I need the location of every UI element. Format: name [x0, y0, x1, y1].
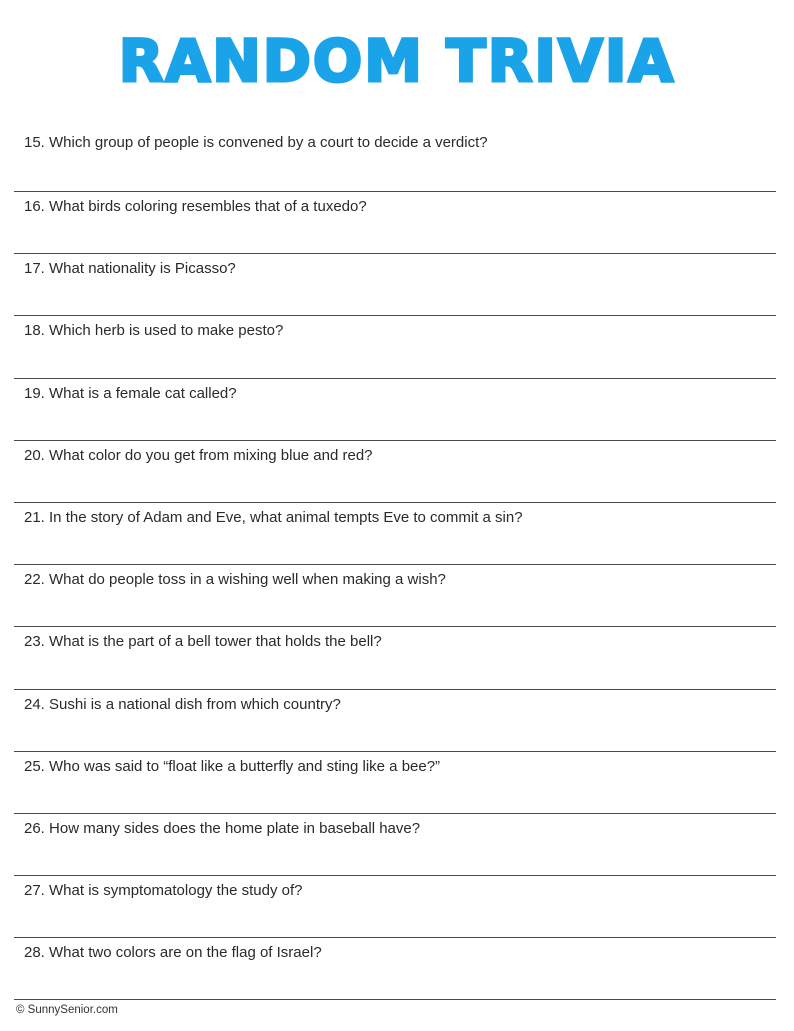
copyright-footer: © SunnySenior.com	[16, 1004, 118, 1016]
question-text: 27. What is symptomatology the study of?	[24, 882, 303, 900]
question-item	[14, 565, 776, 627]
page-title: RANDOM TRIVIA	[118, 27, 676, 95]
question-text: 22. What do people toss in a wishing well when making a wish?	[24, 571, 446, 589]
question-item	[14, 627, 776, 689]
question-item	[14, 814, 776, 876]
question-text: 28. What two colors are on the flag of Israel?	[24, 944, 322, 962]
question-text: 17. What nationality is Picasso?	[24, 260, 236, 278]
question-text: 15. Which group of people is convened by a court to decide a verdict?	[24, 134, 488, 151]
question-item	[14, 876, 776, 938]
question-item	[14, 379, 776, 441]
question-item	[14, 503, 776, 565]
question-item	[14, 690, 776, 752]
question-text: 23. What is the part of a bell tower that holds the bell?	[24, 633, 382, 651]
question-item	[14, 441, 776, 503]
question-item	[14, 192, 776, 254]
question-item	[14, 131, 776, 192]
question-text: 19. What is a female cat called?	[24, 384, 237, 402]
question-text: 26. How many sides does the home plate in baseball have?	[24, 819, 421, 837]
question-item	[14, 254, 776, 316]
title-area	[0, 28, 794, 94]
question-text: 16. What birds coloring resembles that of a tuxedo?	[24, 198, 367, 215]
question-text: 25. Who was said to “float like a butterfly and sting like a bee?”	[24, 757, 441, 775]
question-text: 18. Which herb is used to make pesto?	[24, 322, 284, 340]
question-list	[14, 131, 776, 1000]
question-text: 24. Sushi is a national dish from which country?	[24, 695, 341, 713]
question-text: 21. In the story of Adam and Eve, what animal tempts Eve to commit a sin?	[24, 508, 523, 526]
question-text: 20. What color do you get from mixing blue and red?	[24, 446, 373, 464]
question-item	[14, 752, 776, 814]
question-item	[14, 316, 776, 378]
question-item	[14, 938, 776, 1000]
